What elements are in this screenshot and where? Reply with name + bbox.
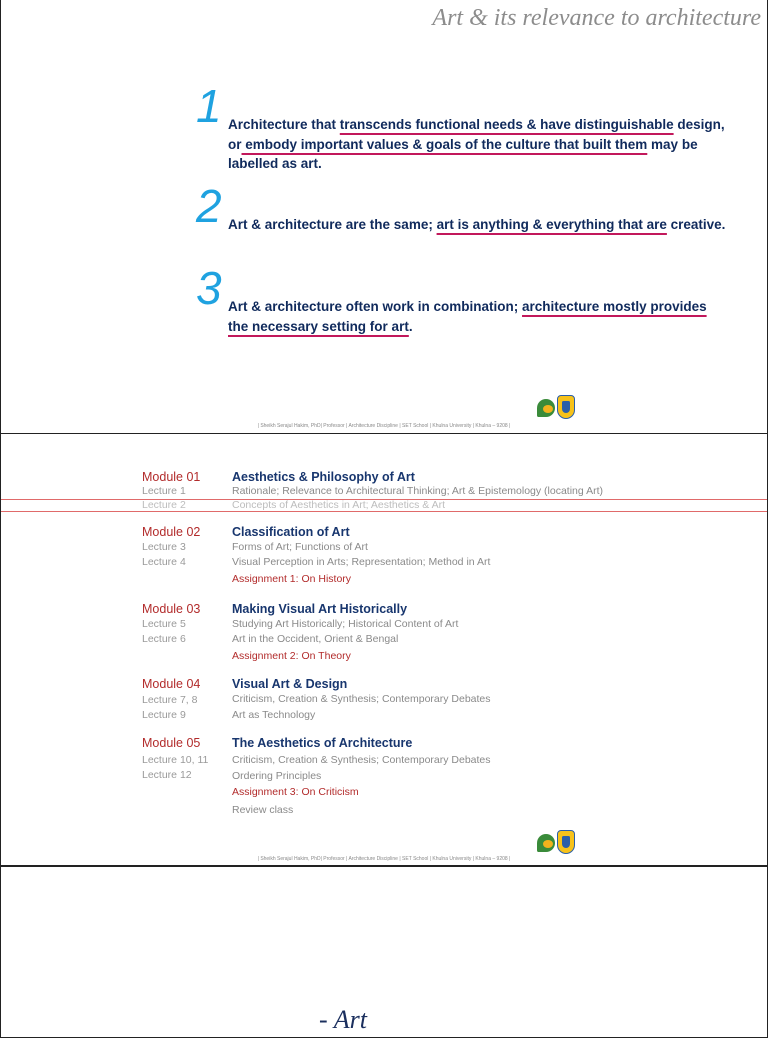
- lecture-desc: Art as Technology: [232, 709, 316, 721]
- university-logo-icon: [537, 395, 577, 421]
- underlined-text: architecture mostly provides the necessary setting for art: [228, 299, 707, 334]
- lecture-desc: Studying Art Historically; Historical Content of Art: [232, 618, 459, 630]
- module-label: Module 04: [142, 677, 201, 691]
- lecture-desc: Ordering Principles: [232, 770, 322, 782]
- text-segment: design, or: [228, 117, 725, 152]
- text-segment: may be labelled as art.: [228, 136, 698, 171]
- lecture-label: Lecture 2: [142, 499, 186, 511]
- point-text: [228, 115, 728, 174]
- underlined-text: art is anything & everything that are: [436, 217, 667, 232]
- module-label: Module 05: [142, 736, 201, 750]
- lecture-desc: Forms of Art; Functions of Art: [232, 541, 368, 553]
- slide-1: [0, 0, 768, 434]
- slide-heading: - Art: [319, 1005, 367, 1034]
- module-title: Aesthetics & Philosophy of Art: [232, 470, 415, 484]
- assignment-label: Assignment 2: On Theory: [232, 650, 351, 662]
- lecture-desc: Concepts of Aesthetics in Art; Aesthetics & Art: [232, 499, 446, 511]
- point-number: 1: [196, 80, 222, 132]
- highlight-line: [1, 511, 767, 512]
- lecture-label: Lecture 9: [142, 709, 186, 721]
- text-segment: Art & architecture are the same;: [228, 217, 437, 232]
- module-label: Module 02: [142, 525, 201, 539]
- module-title: Making Visual Art Historically: [232, 602, 408, 616]
- module-label: Module 01: [142, 470, 201, 484]
- slide-title: Art & its relevance to architecture: [432, 5, 761, 31]
- lecture-label: Lecture 1: [142, 485, 186, 497]
- lecture-desc: Rationale; Relevance to Architectural Thinking; Art & Epistemology (locating Art): [232, 485, 603, 497]
- text-segment: Art & architecture often work in combination;: [228, 299, 523, 314]
- underlined-text: transcends functional needs & have distinguishable: [339, 117, 674, 132]
- module-label: Module 03: [142, 602, 201, 616]
- lecture-label: Lecture 10, 11: [142, 754, 209, 766]
- assignment-label: Assignment 3: On Criticism: [232, 786, 359, 798]
- point-number: 3: [196, 262, 222, 314]
- underlined-text: embody important values & goals of the culture that built them: [241, 136, 648, 152]
- lecture-label: Lecture 7, 8: [142, 694, 198, 706]
- point-text: [228, 297, 728, 336]
- module-title: The Aesthetics of Architecture: [232, 736, 413, 750]
- lecture-label: Lecture 6: [142, 633, 186, 645]
- text-segment: creative.: [666, 217, 726, 232]
- module-title: Visual Art & Design: [232, 677, 348, 691]
- lecture-desc: Art in the Occident, Orient & Bengal: [232, 633, 399, 645]
- lecture-label: Lecture 3: [142, 541, 186, 553]
- lecture-desc: Criticism, Creation & Synthesis; Contemporary Debates: [232, 754, 491, 766]
- point-text: [228, 215, 728, 235]
- lecture-label: Lecture 5: [142, 618, 186, 630]
- university-logo-icon: [537, 830, 577, 856]
- lecture-label: Lecture 4: [142, 556, 186, 568]
- slide-2: [0, 433, 768, 866]
- assignment-label: Assignment 1: On History: [232, 573, 352, 585]
- slide-footer: | Sheikh Serajul Hakim, PhD| Professor | Architecture Discipline | SET School | Khulna University | Khulna – 9208 |: [257, 856, 511, 862]
- point-number: 2: [196, 180, 222, 232]
- review-label: Review class: [232, 804, 294, 816]
- slide-footer: | Sheikh Serajul Hakim, PhD| Professor | Architecture Discipline | SET School | Khulna University | Khulna – 9208 |: [257, 423, 511, 429]
- slide-3: [0, 866, 768, 1038]
- text-segment: Architecture that: [228, 117, 340, 132]
- lecture-desc: Criticism, Creation & Synthesis; Contemporary Debates: [232, 693, 491, 705]
- lecture-label: Lecture 12: [142, 769, 192, 781]
- text-segment: .: [408, 318, 413, 334]
- module-title: Classification of Art: [232, 525, 350, 539]
- lecture-desc: Visual Perception in Arts; Representation; Method in Art: [232, 556, 491, 568]
